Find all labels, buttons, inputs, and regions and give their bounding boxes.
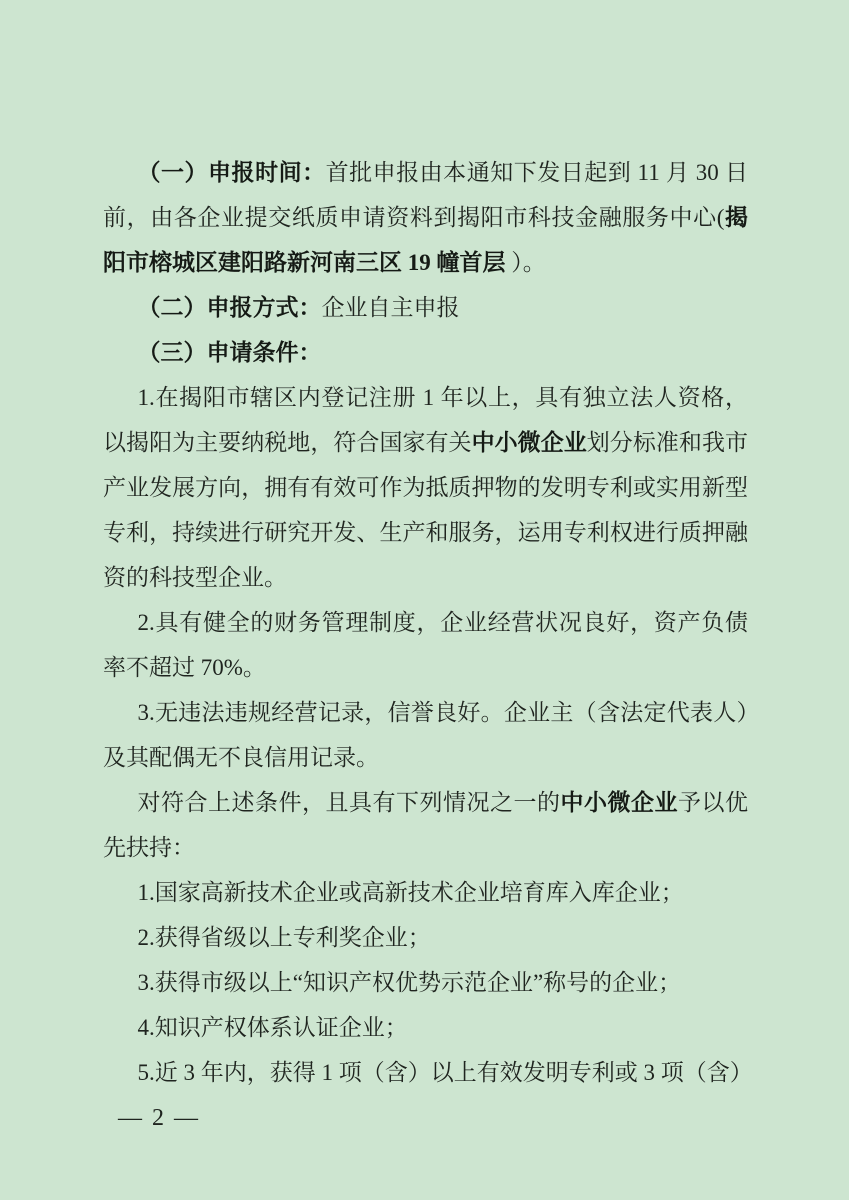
paragraph bbox=[103, 150, 748, 285]
paragraph bbox=[103, 330, 748, 375]
text-run: 5.近 3 年内，获得 1 项（含）以上有效发明专利或 3 项（含） bbox=[137, 1060, 753, 1085]
text-run: 1.国家高新技术企业或高新技术企业培育库入库企业； bbox=[137, 880, 684, 905]
bold-text-run: 揭阳市榕城区建阳路新河南三区 19 幢首层 bbox=[103, 205, 748, 275]
bold-text-run: 中小微企业 bbox=[560, 790, 678, 815]
text-run: 2.获得省级以上专利奖企业； bbox=[137, 925, 431, 950]
text-run: 1.在揭阳市辖区内登记注册 1 年以上，具有独立法人资格，以揭阳为主要纳税地，符合国家有关 bbox=[103, 385, 748, 455]
paragraph bbox=[103, 1050, 753, 1095]
text-run: 4.知识产权体系认证企业； bbox=[137, 1015, 408, 1040]
page-footer bbox=[118, 1098, 200, 1138]
paragraph bbox=[103, 285, 748, 330]
text-run: 对符合上述条件，且具有下列情况之一的 bbox=[137, 790, 561, 815]
document-body bbox=[103, 150, 753, 1095]
text-run: ）。 bbox=[505, 250, 546, 275]
paragraph bbox=[103, 690, 748, 780]
paragraph bbox=[103, 600, 748, 690]
paragraph bbox=[103, 870, 748, 915]
paragraph bbox=[103, 780, 748, 870]
paragraph bbox=[103, 960, 748, 1005]
bold-text-run: （二）申报方式： bbox=[137, 295, 322, 320]
paragraph bbox=[103, 1005, 748, 1050]
text-run: 企业自主申报 bbox=[321, 295, 460, 320]
bold-text-run: （一）申报时间： bbox=[137, 160, 326, 185]
text-run: 3.无违法违规经营记录，信誉良好。企业主（含法定代表人）及其配偶无不良信用记录。 bbox=[103, 700, 748, 770]
paragraph bbox=[103, 915, 748, 960]
text-run: 予以优先扶持： bbox=[103, 790, 748, 860]
text-run: 2.具有健全的财务管理制度，企业经营状况良好，资产负债率不超过 70%。 bbox=[103, 610, 748, 680]
text-run: 首批申报由本通知下发日起到 11 月 30 日前，由各企业提交纸质申请资料到揭阳市科技金融服务中心( bbox=[103, 160, 748, 230]
bold-text-run: （三）申请条件： bbox=[137, 340, 322, 365]
bold-text-run: 中小微企业 bbox=[471, 430, 587, 455]
paragraph bbox=[103, 375, 748, 600]
page-number: — 2 — bbox=[118, 1105, 200, 1131]
text-run: 划分标准和我市产业发展方向，拥有有效可作为抵质押物的发明专利或实用新型专利，持续进行研究开发、生产和服务，运用专利权进行质押融资的科技型企业。 bbox=[103, 430, 749, 590]
text-run: 3.获得市级以上“知识产权优势示范企业”称号的企业； bbox=[137, 970, 682, 995]
